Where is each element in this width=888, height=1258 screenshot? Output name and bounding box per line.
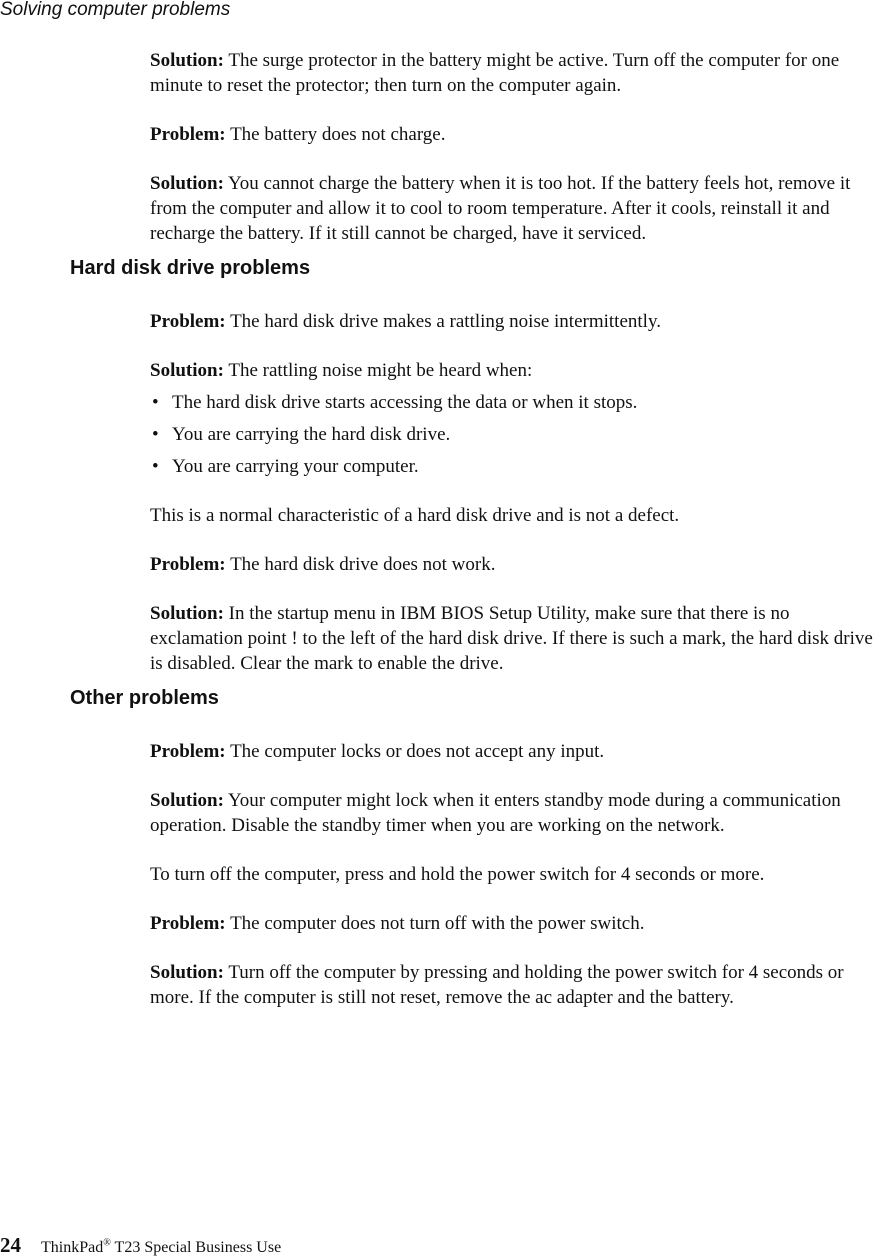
list-item	[150, 422, 888, 447]
solution-label: Solution:	[150, 603, 224, 624]
book-subtitle: T23 Special Business Use	[110, 1239, 282, 1256]
solution-text: You cannot charge the battery when it is too hot. If the battery feels hot, remove it from the computer and allow it to cool to room temperature. After it cools, reinstall it and recharge the battery. If it still cannot be charged, have it serviced.	[150, 173, 851, 244]
solution-text: The rattling noise might be heard when:	[228, 360, 533, 381]
hdd-note: This is a normal characteristic of a hard disk drive and is not a defect.	[150, 505, 680, 526]
other-problem-1	[150, 739, 884, 764]
list-item-text: You are carrying your computer.	[172, 456, 419, 477]
battery-solution-1	[150, 48, 884, 98]
bullet-icon: •	[152, 424, 159, 445]
hdd-problem-2	[150, 552, 884, 577]
other-solution-2	[150, 960, 884, 1010]
section-heading-hard-disk: Hard disk drive problems	[70, 257, 311, 279]
battery-problem-2	[150, 122, 884, 147]
solution-label: Solution:	[150, 173, 224, 194]
solution-label: Solution:	[150, 962, 224, 983]
page-content	[0, 48, 888, 1010]
list-item-text: The hard disk drive starts accessing the data or when it stops.	[172, 392, 638, 413]
problem-text: The hard disk drive makes a rattling noise intermittently.	[230, 311, 661, 332]
solution-text: Turn off the computer by pressing and holding the power switch for 4 seconds or more. If the computer is still not reset, remove the ac adapter and the battery.	[150, 962, 844, 1008]
solution-text: The surge protector in the battery might be active. Turn off the computer for one minute to reset the protector; then turn on the computer again.	[150, 50, 840, 96]
problem-label: Problem:	[150, 311, 226, 332]
problem-label: Problem:	[150, 741, 226, 762]
list-item-text: You are carrying the hard disk drive.	[172, 424, 451, 445]
problem-label: Problem:	[150, 124, 226, 145]
bullet-icon: •	[152, 456, 159, 477]
book-title	[41, 1239, 281, 1256]
hdd-solution-1	[150, 358, 884, 383]
solution-label: Solution:	[150, 360, 224, 381]
other-problem-2	[150, 911, 884, 936]
other-note: To turn off the computer, press and hold the power switch for 4 seconds or more.	[150, 864, 765, 885]
rattling-causes-list	[150, 390, 888, 479]
bullet-icon: •	[152, 392, 159, 413]
book-name: ThinkPad	[41, 1239, 104, 1256]
hdd-solution-2	[150, 601, 884, 676]
problem-text: The hard disk drive does not work.	[230, 554, 496, 575]
page-footer	[0, 1233, 281, 1258]
problem-label: Problem:	[150, 554, 226, 575]
problem-text: The computer locks or does not accept any input.	[230, 741, 605, 762]
solution-text: In the startup menu in IBM BIOS Setup Utility, make sure that there is no exclamation point ! to the left of the hard disk drive. If there is such a mark, the hard disk drive is disabled. Clear the mark to enable the drive.	[150, 603, 873, 674]
problem-text: The battery does not charge.	[230, 124, 446, 145]
list-item	[150, 390, 888, 415]
registered-trademark: ®	[103, 1237, 111, 1249]
solution-text: Your computer might lock when it enters standby mode during a communication operation. Disable the standby timer when you are working on the network.	[150, 790, 841, 836]
battery-solution-2	[150, 171, 884, 246]
hdd-problem-1	[150, 309, 884, 334]
section-heading-other: Other problems	[70, 687, 219, 709]
other-solution-1	[150, 788, 884, 838]
list-item	[150, 454, 888, 479]
problem-text: The computer does not turn off with the power switch.	[230, 913, 645, 934]
page-number: 24	[0, 1233, 21, 1257]
solution-label: Solution:	[150, 790, 224, 811]
running-header: Solving computer problems	[0, 0, 231, 20]
problem-label: Problem:	[150, 913, 226, 934]
solution-label: Solution:	[150, 50, 224, 71]
